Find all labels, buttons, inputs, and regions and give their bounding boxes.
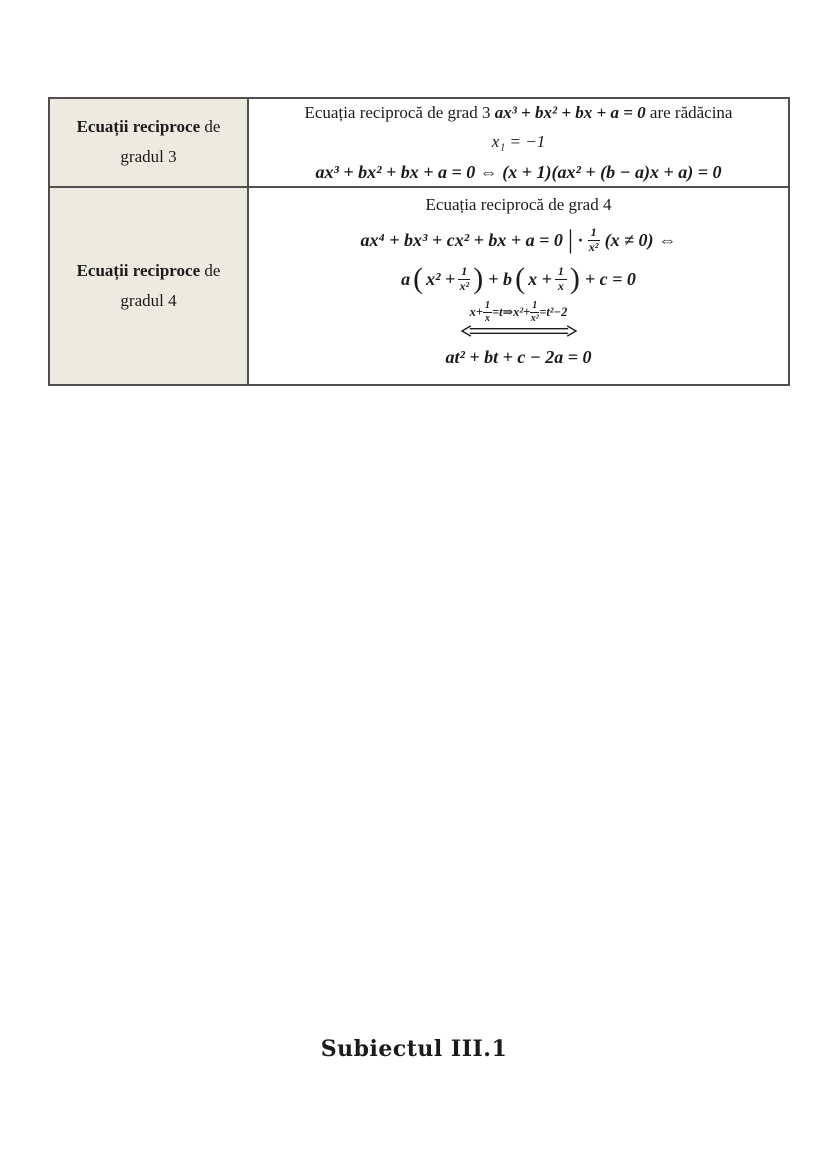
reciprocal-equations-table	[48, 97, 790, 386]
grad4-eq1-polynomial: ax⁴ + bx³ + cx² + bx + a = 0	[360, 230, 563, 251]
grad4-eq1-condition: (x ≠ 0)	[604, 230, 654, 251]
grad3-statement-suffix: are rădăcina	[645, 103, 733, 122]
grad4-equation-2	[401, 261, 636, 295]
fraction-1-over-x2: $\frac{1}{\text{x²}}$	[530, 300, 539, 324]
substitution-formula	[470, 300, 568, 324]
subst-part1: x+	[469, 304, 483, 319]
row-header-grad4-bold: Ecuații reciproce	[76, 260, 201, 280]
row-header-grad3	[50, 99, 249, 188]
grad4-title: Ecuația reciprocă de grad 4	[425, 195, 612, 214]
row-header-grad4-line1	[77, 262, 221, 281]
subst-part3: =t²−2	[539, 304, 568, 319]
divide-bar: |	[567, 224, 574, 254]
grad4-eq2-plusb: + b	[488, 268, 513, 289]
row-header-grad4-line2: gradul 4	[120, 290, 177, 310]
grad4-content-cell	[249, 188, 788, 384]
grad3-statement-prefix: Ecuația reciprocă de grad 3	[304, 103, 495, 122]
fraction-1-over-x2: $\frac{1}{\text{x²}}$	[459, 263, 470, 293]
section-heading: Subiectul III.1	[320, 1036, 508, 1062]
grad4-eq2-a: a	[401, 268, 411, 289]
row-header-grad4-rest: de	[200, 260, 221, 280]
left-paren: (	[413, 261, 424, 295]
grad3-root: x₁ = −1	[491, 132, 546, 152]
grad3-content-cell	[249, 99, 788, 188]
row-header-grad4	[50, 188, 249, 384]
multiply-dot: ·	[578, 230, 583, 251]
fraction-1-over-x: $\frac{1}{x}$	[485, 300, 490, 324]
fraction-1-over-x2: $\frac{1}{\text{x²}}$	[588, 225, 599, 255]
biconditional-arrow-icon	[460, 325, 578, 337]
row-header-grad3-bold: Ecuații reciproce	[76, 117, 201, 137]
fraction-1-over-x: $\frac{1}{x}$	[555, 265, 567, 294]
grad4-equation-1	[361, 226, 677, 255]
grad4-eq2-end: + c = 0	[584, 268, 636, 289]
grad3-statement-equation: ax³ + bx² + bx + a = 0	[494, 103, 646, 122]
row-header-grad3-rest: de	[200, 117, 221, 137]
substitution-annotation-block	[460, 300, 578, 337]
grad4-eq2-xplus: x +	[528, 268, 552, 289]
subst-part2: =t⇒x²+	[492, 304, 531, 319]
grad4-eq2-x2plus: x² +	[426, 268, 456, 289]
grad4-final-equation: at² + bt + c − 2a = 0	[445, 347, 592, 368]
row-header-grad3-line2: gradul 3	[120, 147, 177, 166]
right-paren: )	[473, 261, 484, 295]
row-header-grad3-line1	[77, 118, 221, 137]
grad3-statement	[305, 102, 733, 123]
iff-symbol: ⇔	[658, 230, 677, 251]
left-paren: (	[515, 261, 526, 295]
grad3-factorization: ax³ + bx² + bx + a = 0 ⇔ (x + 1)(ax² + (b − a)x + a) = 0	[315, 161, 722, 182]
right-paren: )	[569, 261, 580, 295]
